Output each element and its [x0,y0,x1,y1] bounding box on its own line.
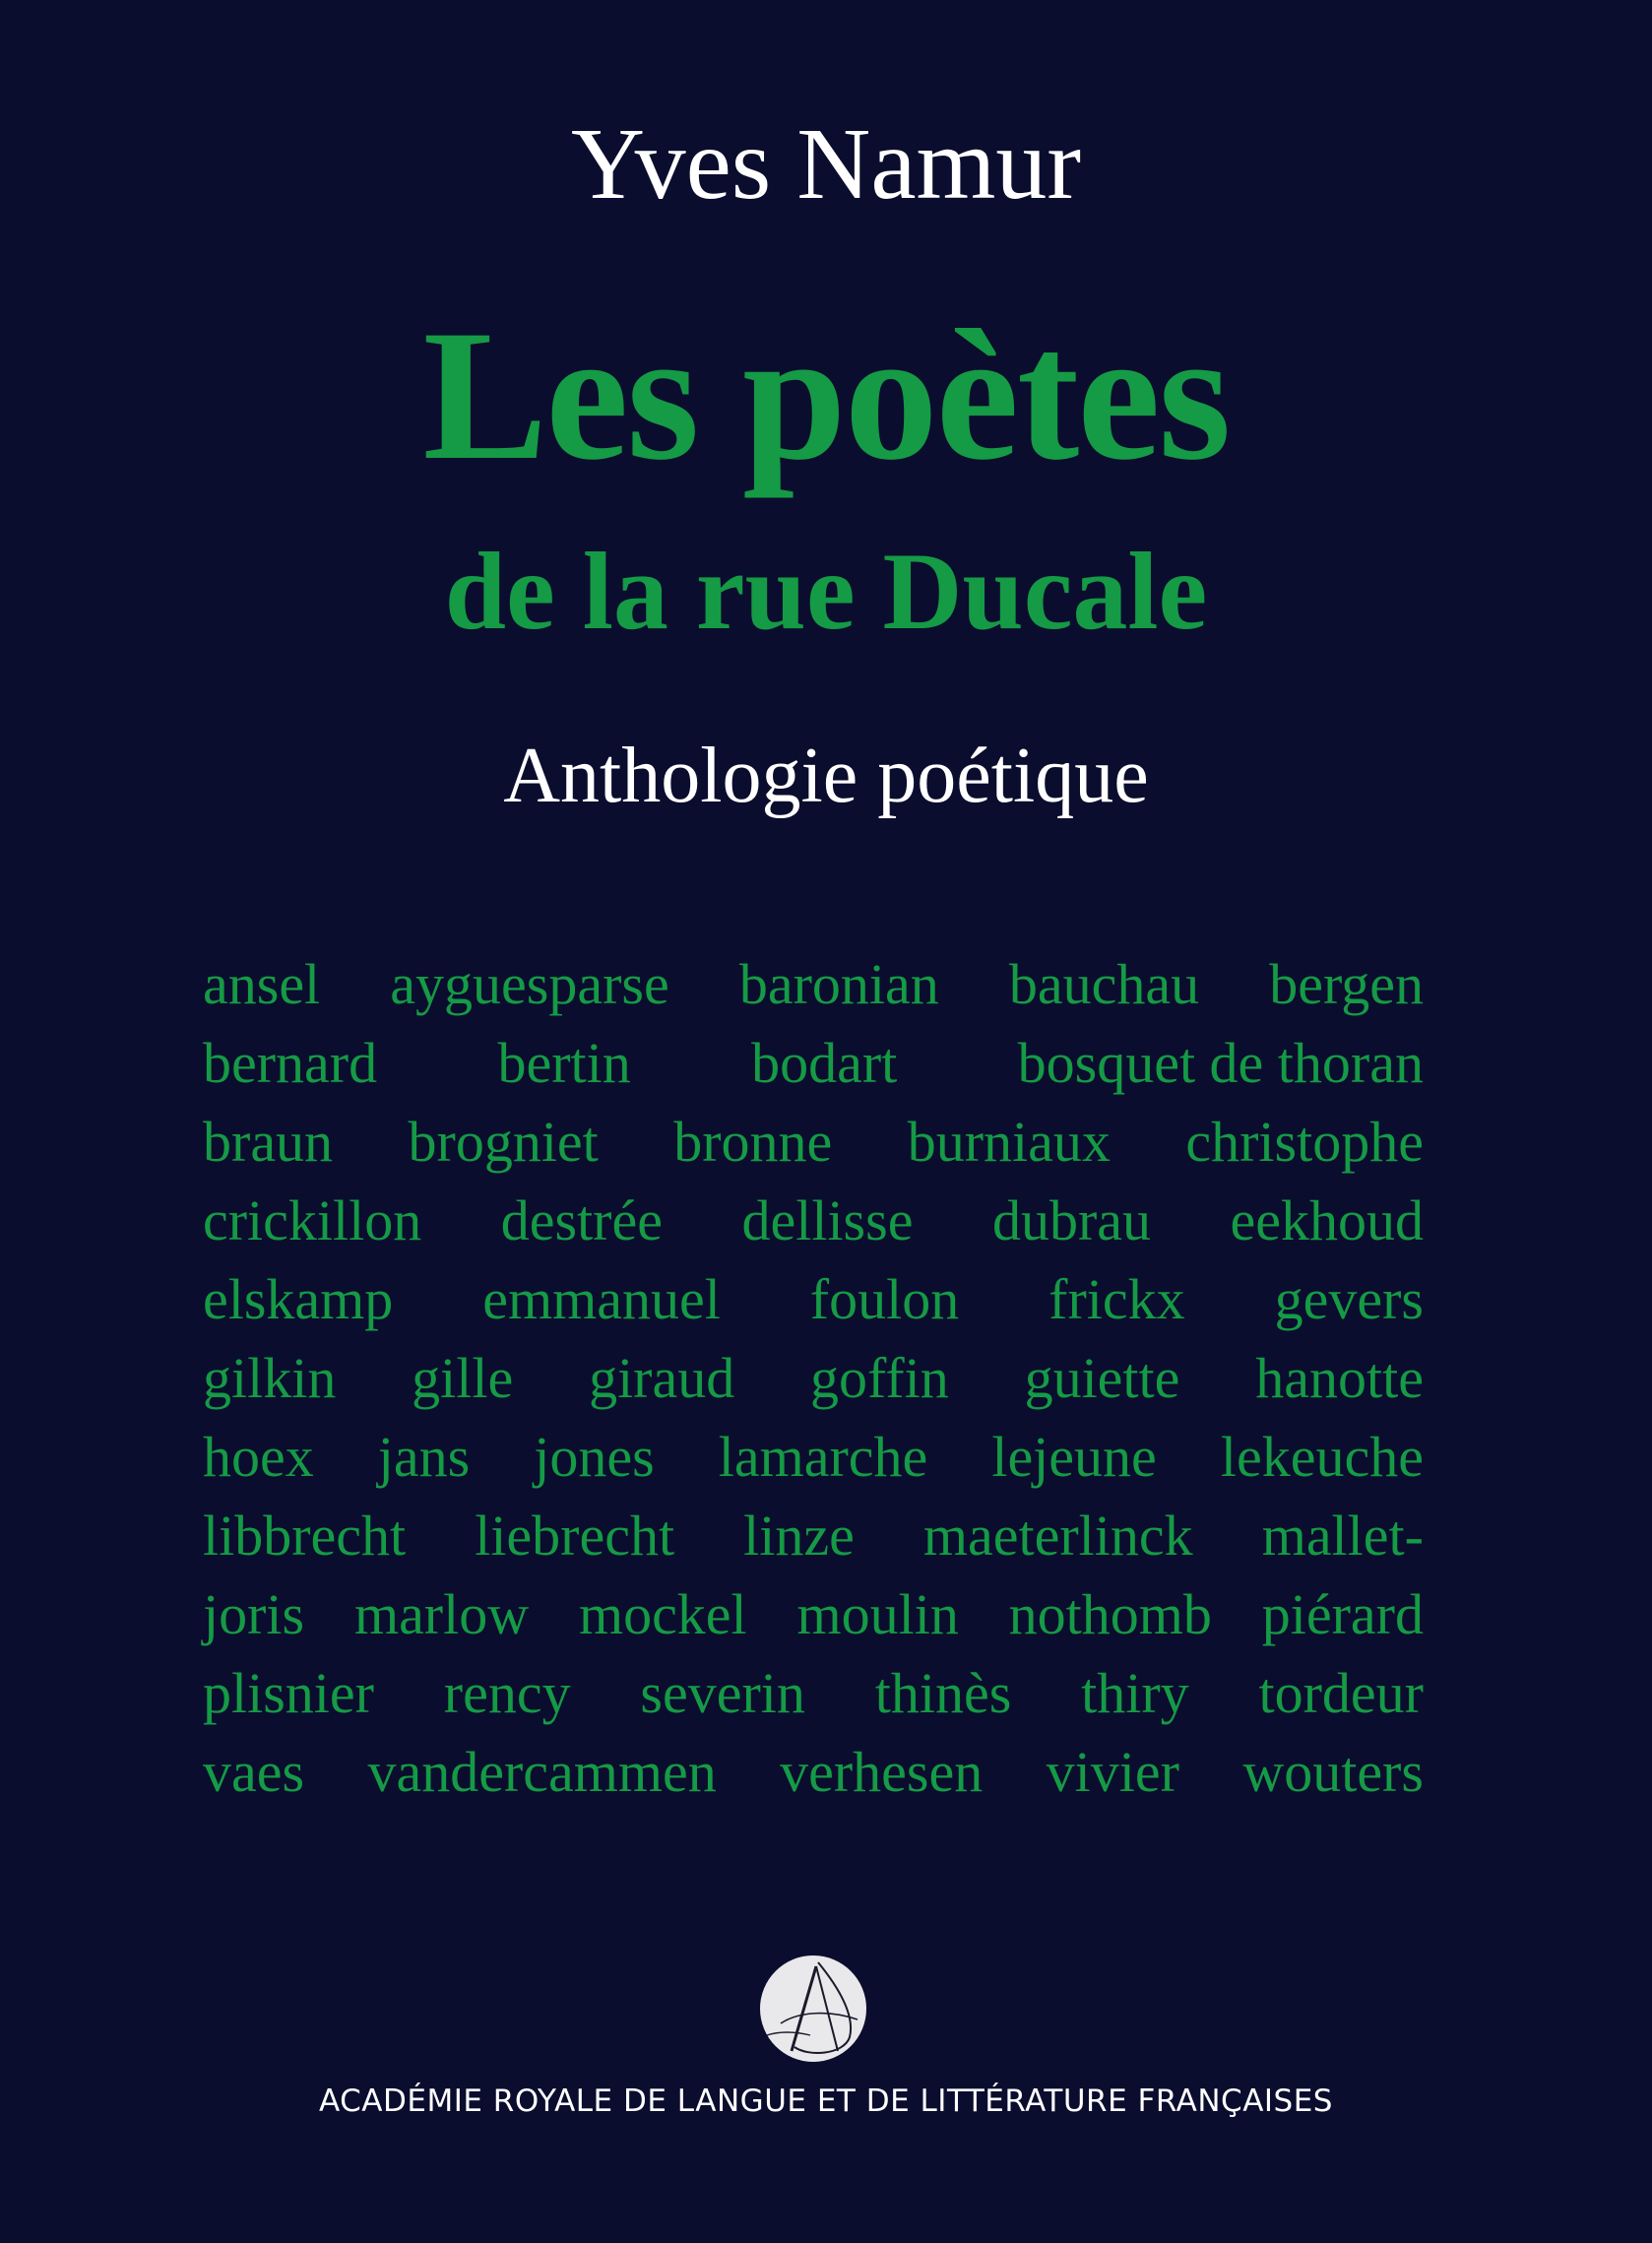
title-line-2: de la rue Ducale [444,531,1208,653]
poet-name: severin [640,1661,805,1725]
poet-name: hanotte [1255,1346,1424,1410]
poet-name: bergen [1269,952,1424,1016]
poet-name: plisnier [203,1661,374,1725]
poet-name: lamarche [718,1425,928,1489]
poet-names-line [203,1103,1424,1182]
poet-name: elskamp [203,1267,394,1331]
poet-names-line [203,1339,1424,1418]
academy-monogram-icon [759,1955,867,2063]
poet-name: gilkin [203,1346,337,1410]
poet-names-line [203,1654,1424,1733]
poet-names-line [203,1418,1424,1497]
poet-name: joris [203,1582,305,1646]
poet-name: gille [412,1346,514,1410]
poet-names-line [203,1024,1424,1103]
poet-name: brogniet [408,1110,599,1174]
poet-names-line [203,945,1424,1024]
poet-name: bodart [751,1031,898,1095]
poet-name: ansel [203,952,321,1016]
poet-name: wouters [1242,1740,1424,1804]
poet-name: foulon [809,1267,960,1331]
poet-name: eekhoud [1230,1188,1424,1252]
poet-name: liebrecht [475,1504,675,1568]
poet-names-line [203,1575,1424,1654]
poet-name: marlow [353,1582,530,1646]
poet-name: jones [534,1425,655,1489]
poet-name: vivier [1046,1740,1179,1804]
poet-names-line [203,1733,1424,1812]
poet-name: thiry [1081,1661,1189,1725]
poet-name: christophe [1185,1110,1424,1174]
poet-name: bernard [203,1031,378,1095]
poet-name: giraud [589,1346,735,1410]
poet-name: bauchau [1008,952,1200,1016]
poet-name: bronne [673,1110,833,1174]
poet-name: braun [203,1110,334,1174]
poet-name: rency [443,1661,571,1725]
poet-name: libbrecht [203,1504,407,1568]
poet-name: bertin [497,1031,631,1095]
author-name: Yves Namur [570,107,1082,221]
poet-name: dubrau [991,1188,1151,1252]
poet-name: verhesen [780,1740,984,1804]
poet-name: mockel [578,1582,747,1646]
poet-name: lejeune [991,1425,1157,1489]
poet-names-line [203,1260,1424,1339]
poet-name: baronian [738,952,939,1016]
poet-name: frickx [1048,1267,1185,1331]
poet-name: tordeur [1258,1661,1424,1725]
poet-name: dellisse [741,1188,914,1252]
poet-name: vandercammen [367,1740,717,1804]
poet-name: burniaux [907,1110,1111,1174]
poet-name: crickillon [203,1188,422,1252]
poet-name: ayguesparse [390,952,669,1016]
poet-name: thinès [874,1661,1012,1725]
publisher-name: ACADÉMIE ROYALE DE LANGUE ET DE LITTÉRATURE FRANÇAISES [319,2083,1333,2119]
poet-name: destrée [500,1188,663,1252]
poet-name: linze [743,1504,855,1568]
poet-name: goffin [810,1346,949,1410]
poet-name: maeterlinck [922,1504,1193,1568]
poet-name: bosquet de thoran [1017,1031,1424,1095]
poet-name: vaes [203,1740,305,1804]
poet-name: emmanuel [482,1267,721,1331]
poet-name: mallet- [1261,1504,1424,1568]
poet-name: guiette [1024,1346,1180,1410]
poet-name: piérard [1261,1582,1424,1646]
poet-name: hoex [203,1425,314,1489]
poet-name: gevers [1274,1267,1424,1331]
subtitle: Anthologie poétique [503,733,1149,819]
poet-name: lekeuche [1220,1425,1424,1489]
poet-name: jans [377,1425,471,1489]
title-line-1: Les poètes [422,292,1230,499]
poet-names-line [203,1182,1424,1260]
poet-names-list [203,945,1424,1812]
poet-names-line [203,1497,1424,1575]
poet-name: moulin [796,1582,959,1646]
poet-name: nothomb [1008,1582,1212,1646]
